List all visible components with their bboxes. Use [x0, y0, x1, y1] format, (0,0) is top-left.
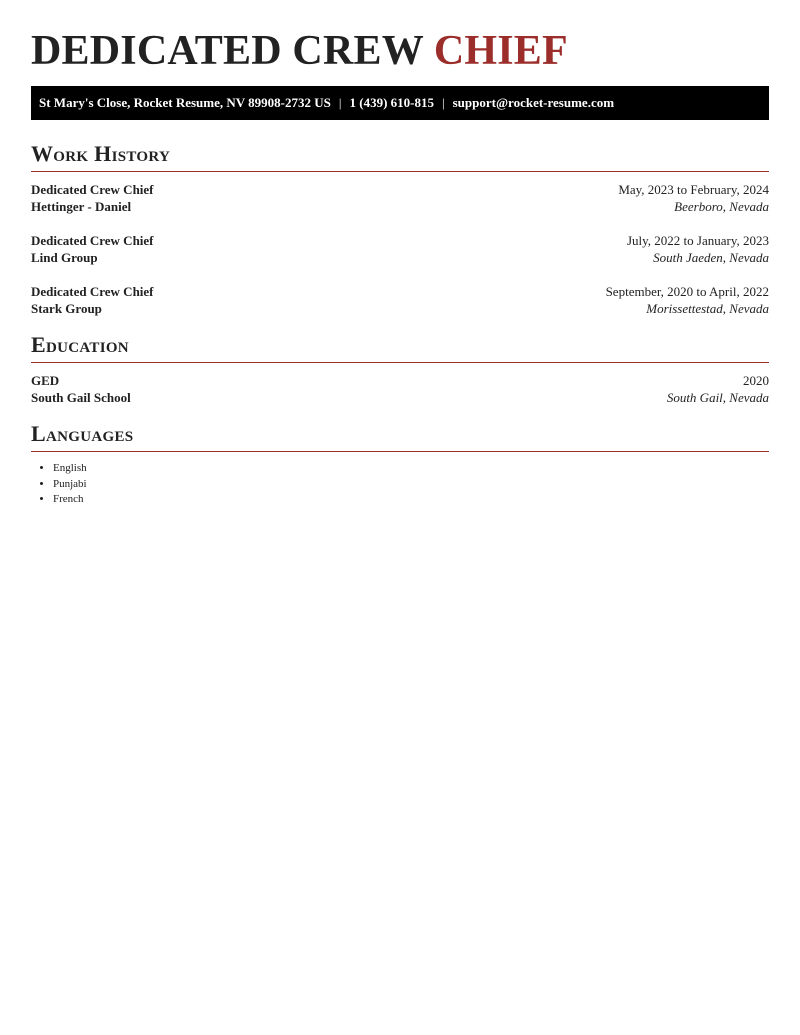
- name-main: DEDICATED CREW: [31, 28, 434, 74]
- education-degree: GED: [31, 373, 60, 388]
- job-dates: September, 2020 to April, 2022: [605, 284, 769, 299]
- job-entry: [31, 283, 769, 317]
- education-entry: [31, 372, 769, 406]
- language-item: • English: [53, 461, 87, 477]
- job-dates: May, 2023 to February, 2024: [618, 182, 769, 197]
- job-dates: July, 2022 to January, 2023: [626, 233, 769, 248]
- resume-name: [31, 26, 568, 76]
- contact-phone: 1 (439) 610-815: [349, 95, 434, 110]
- education-heading: Education: [31, 332, 769, 363]
- contact-email: support@rocket-resume.com: [452, 95, 615, 110]
- job-title: Dedicated Crew Chief: [31, 182, 154, 197]
- language-item: • French: [53, 492, 87, 508]
- contact-separator: |: [441, 95, 445, 110]
- contact-separator: |: [338, 95, 342, 110]
- job-company: Lind Group: [31, 250, 98, 265]
- job-location: South Jaeden, Nevada: [653, 250, 769, 265]
- job-location: Beerboro, Nevada: [674, 199, 769, 214]
- job-company: Stark Group: [31, 301, 102, 316]
- education-year: 2020: [743, 373, 769, 388]
- job-company: Hettinger - Daniel: [31, 199, 132, 214]
- job-title: Dedicated Crew Chief: [31, 284, 154, 299]
- education-location: South Gail, Nevada: [666, 390, 769, 405]
- contact-address: St Mary's Close, Rocket Resume, NV 89908-2732 US: [39, 95, 331, 110]
- name-accent: CHIEF: [433, 28, 568, 74]
- work-history-heading: Work History: [31, 141, 769, 172]
- job-location: Morissettestad, Nevada: [646, 301, 769, 316]
- job-entry: [31, 181, 769, 215]
- languages-list: [31, 461, 87, 508]
- language-item: • Punjabi: [53, 477, 87, 493]
- education-school: South Gail School: [31, 390, 131, 405]
- job-title: Dedicated Crew Chief: [31, 233, 154, 248]
- job-entry: [31, 232, 769, 266]
- languages-heading: Languages: [31, 421, 769, 452]
- contact-bar: [31, 86, 769, 120]
